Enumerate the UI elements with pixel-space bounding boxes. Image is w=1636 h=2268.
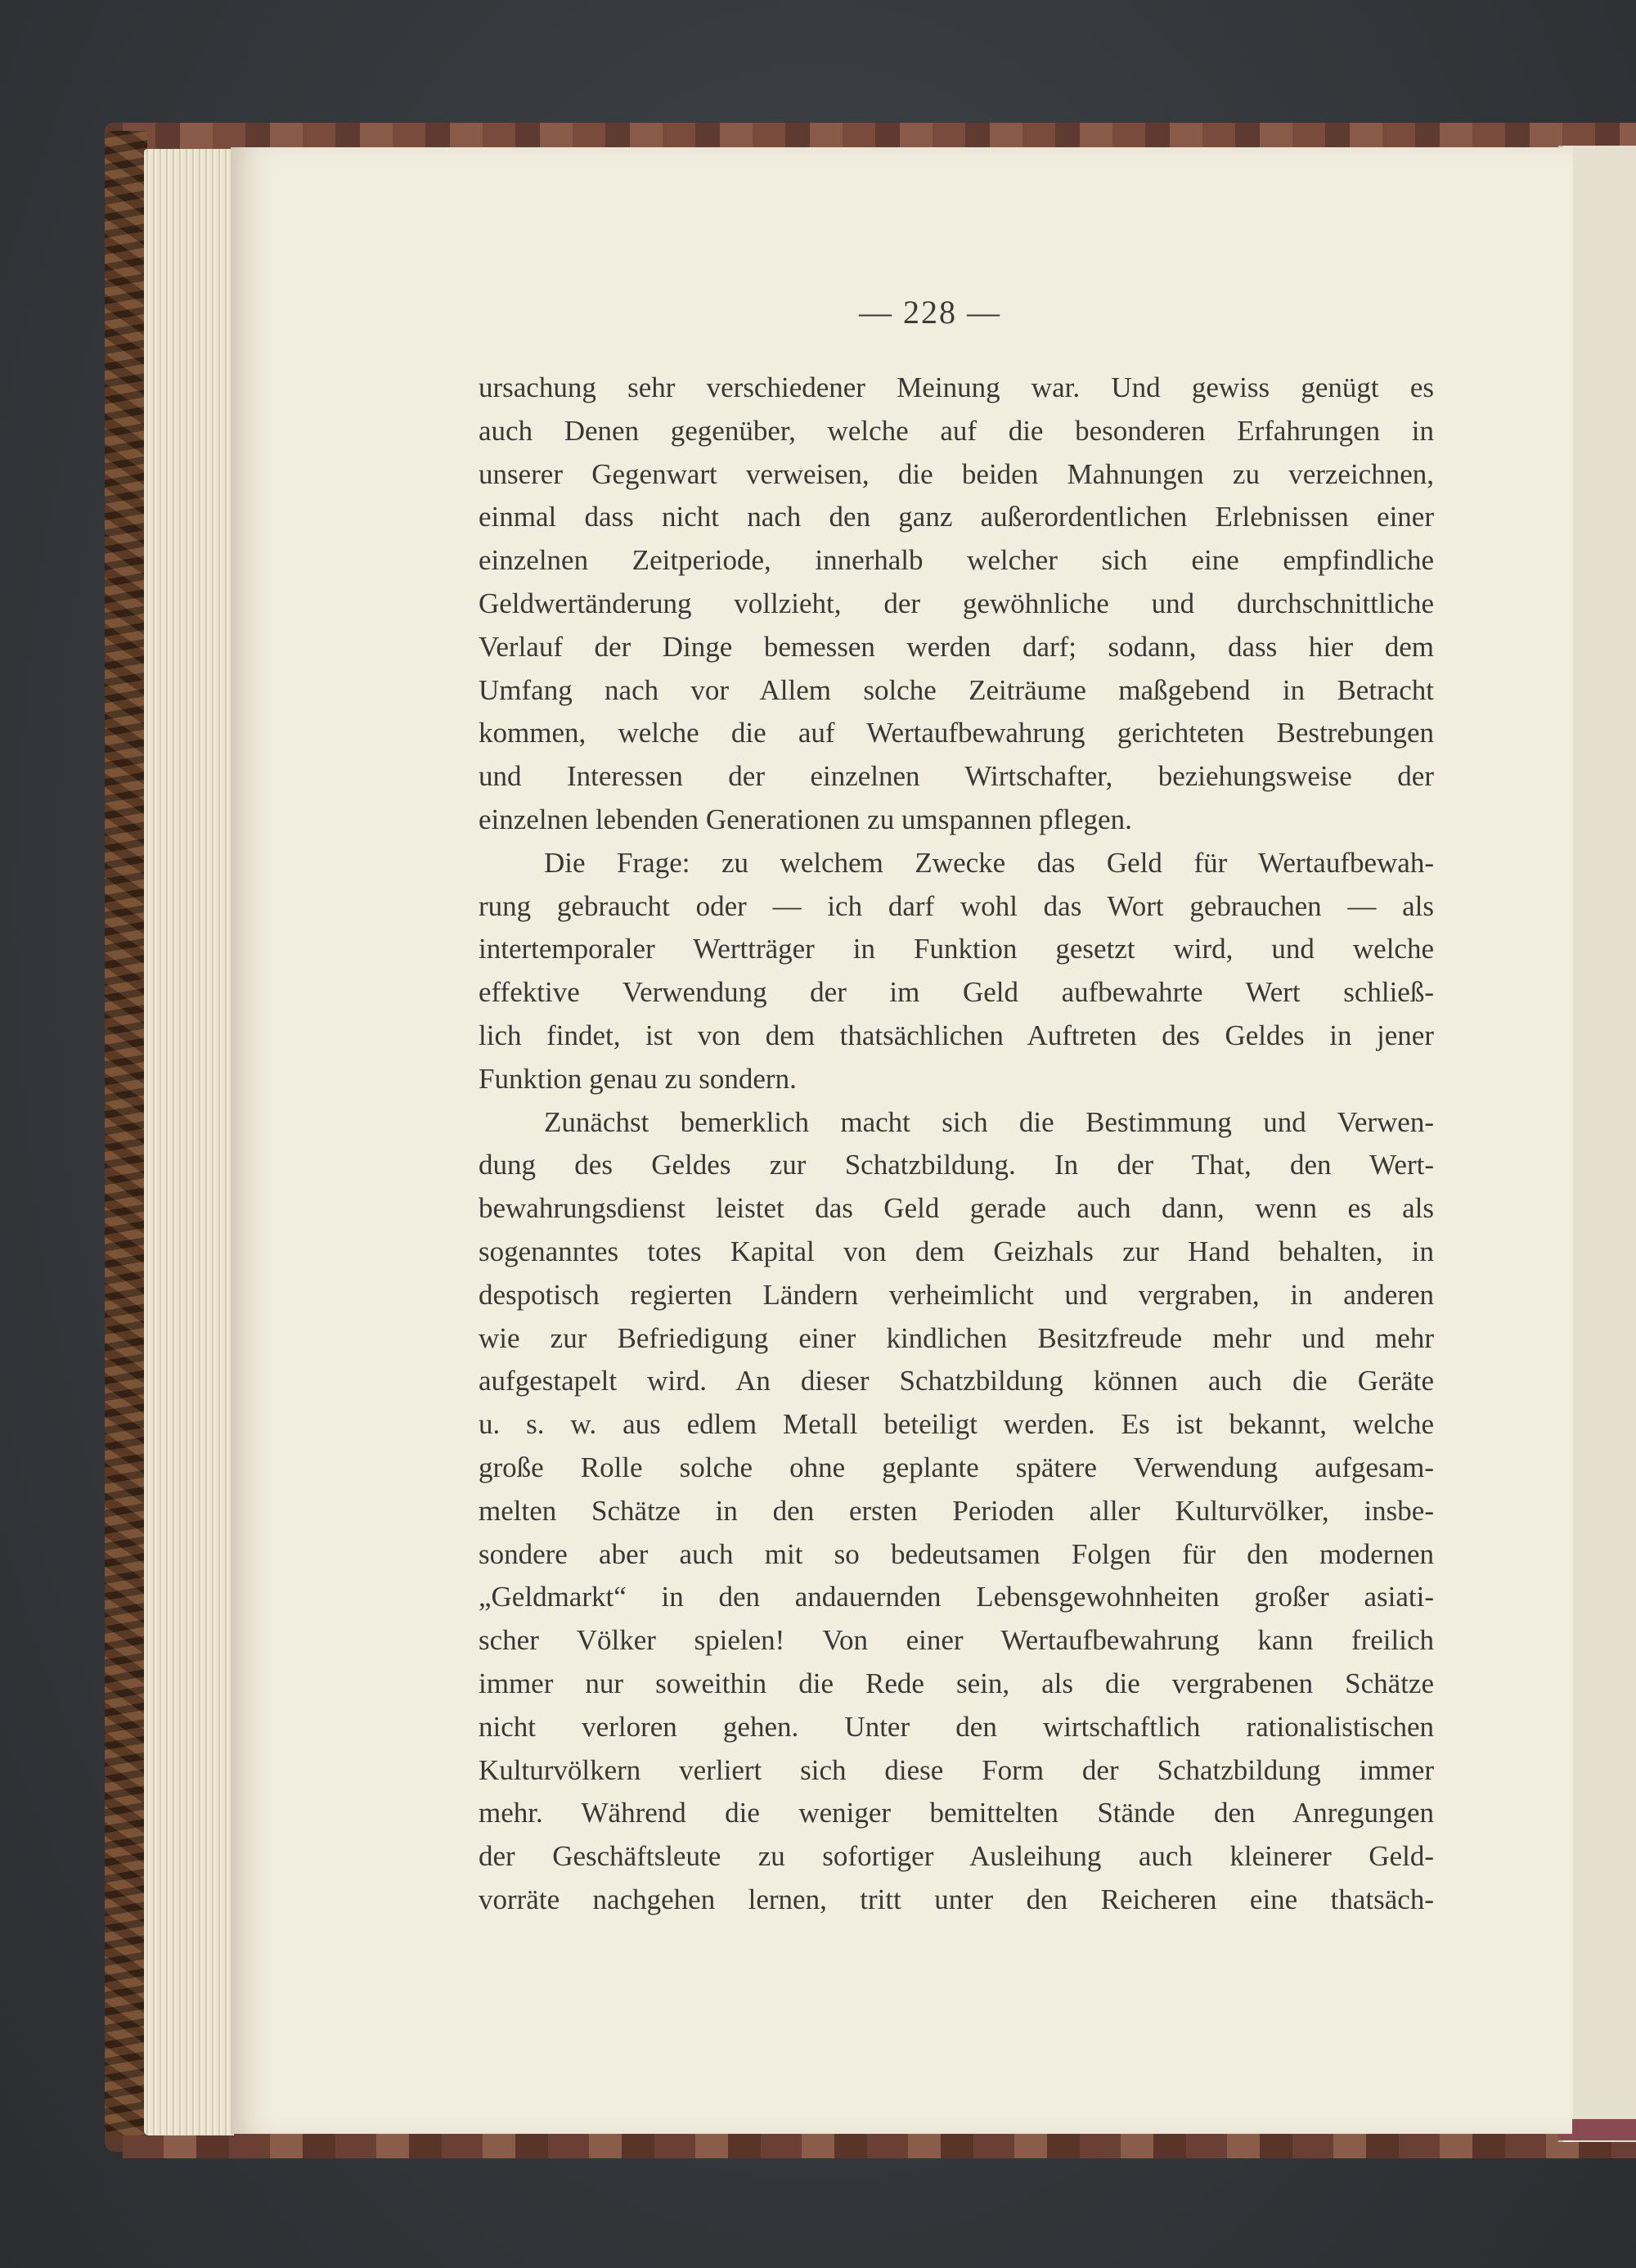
- page-number: — 228 —: [859, 294, 1001, 331]
- text-line: Verlauf der Dinge bemessen werden darf; sodann, dass hier dem: [479, 630, 1434, 663]
- page-edges-left: [144, 149, 234, 2135]
- text-line: effektive Verwendung der im Geld aufbewahrte Wert schließ-: [479, 976, 1434, 1009]
- text-line: einzelnen Zeitperiode, innerhalb welcher sich eine empfindliche: [479, 544, 1434, 577]
- text-line: rung gebraucht oder — ich darf wohl das Wort gebrauchen — als: [479, 889, 1434, 922]
- text-line: immer nur soweithin die Rede sein, als die vergrabenen Schätze: [479, 1667, 1434, 1699]
- text-line: intertemporaler Wertträger in Funktion gesetzt wird, und welche: [479, 933, 1434, 965]
- text-line: kommen, welche die auf Wertaufbewahrung gerichteten Bestrebungen: [479, 717, 1434, 749]
- text-line: dung des Geldes zur Schatzbildung. In der That, den Wert-: [479, 1149, 1434, 1181]
- text-line: Umfang nach vor Allem solche Zeiträume maßgebend in Betracht: [479, 673, 1434, 706]
- text-line: große Rolle solche ohne geplante spätere Verwendung aufgesam-: [479, 1451, 1434, 1483]
- text-line: melten Schätze in den ersten Perioden aller Kulturvölker, insbe-: [479, 1494, 1434, 1527]
- text-line: Zunächst bemerklich macht sich die Bestimmung und Verwen-: [544, 1105, 1434, 1138]
- text-line: Die Frage: zu welchem Zwecke das Geld für Wertaufbewah-: [544, 846, 1434, 879]
- text-line: der Geschäftsleute zu sofortiger Ausleihung auch kleinerer Geld-: [479, 1840, 1434, 1873]
- text-line: unserer Gegenwart verweisen, die beiden Mahnungen zu verzeichnen,: [479, 457, 1434, 490]
- text-line: ursachung sehr verschiedener Meinung war. Und gewiss genügt es: [479, 371, 1434, 403]
- text-line: wie zur Befriedigung einer kindlichen Besitzfreude mehr und mehr: [479, 1321, 1434, 1354]
- text-line: sondere aber auch mit so bedeutsamen Folgen für den modernen: [479, 1537, 1434, 1570]
- text-line: Funktion genau zu sondern.: [479, 1062, 797, 1095]
- text-line: und Interessen der einzelnen Wirtschafter, beziehungsweise der: [479, 760, 1434, 793]
- text-line: „Geldmarkt“ in den andauernden Lebensgewohnheiten großer asiati-: [479, 1581, 1434, 1613]
- text-line: lich findet, ist von dem thatsächlichen Auftreten des Geldes in jener: [479, 1019, 1434, 1051]
- text-line: nicht verloren gehen. Unter den wirtschaftlich rationalistischen: [479, 1710, 1434, 1743]
- text-line: despotisch regierten Ländern verheimlicht und vergraben, in anderen: [479, 1278, 1434, 1311]
- text-line: bewahrungsdienst leistet das Geld gerade auch dann, wenn es als: [479, 1192, 1434, 1225]
- text-line: einmal dass nicht nach den ganz außerordentlichen Erlebnissen einer: [479, 501, 1434, 533]
- book-cover-top-edge: [123, 123, 1636, 149]
- text-line: mehr. Während die weniger bemittelten Stände den Anregungen: [479, 1797, 1434, 1829]
- text-line: scher Völker spielen! Von einer Wertaufbewahrung kann freilich: [479, 1624, 1434, 1657]
- text-line: sogenanntes totes Kapital von dem Geizhals zur Hand behalten, in: [479, 1235, 1434, 1267]
- text-line: auch Denen gegenüber, welche auf die besonderen Erfahrungen in: [479, 414, 1434, 447]
- body-text: [479, 367, 1434, 1922]
- text-line: einzelnen lebenden Generationen zu umspannen pflegen.: [479, 803, 1132, 835]
- text-line: aufgestapelt wird. An dieser Schatzbildung können auch die Geräte: [479, 1365, 1434, 1397]
- text-line: u. s. w. aus edlem Metall beteiligt werden. Es ist bekannt, welche: [479, 1408, 1434, 1441]
- text-line: Kulturvölkern verliert sich diese Form der Schatzbildung immer: [479, 1753, 1434, 1786]
- text-line: Geldwertänderung vollzieht, der gewöhnliche und durchschnittliche: [479, 587, 1434, 619]
- marbled-binding: [105, 131, 147, 2135]
- text-line: vorräte nachgehen lernen, tritt unter den Reicheren eine thatsäch-: [479, 1883, 1434, 1915]
